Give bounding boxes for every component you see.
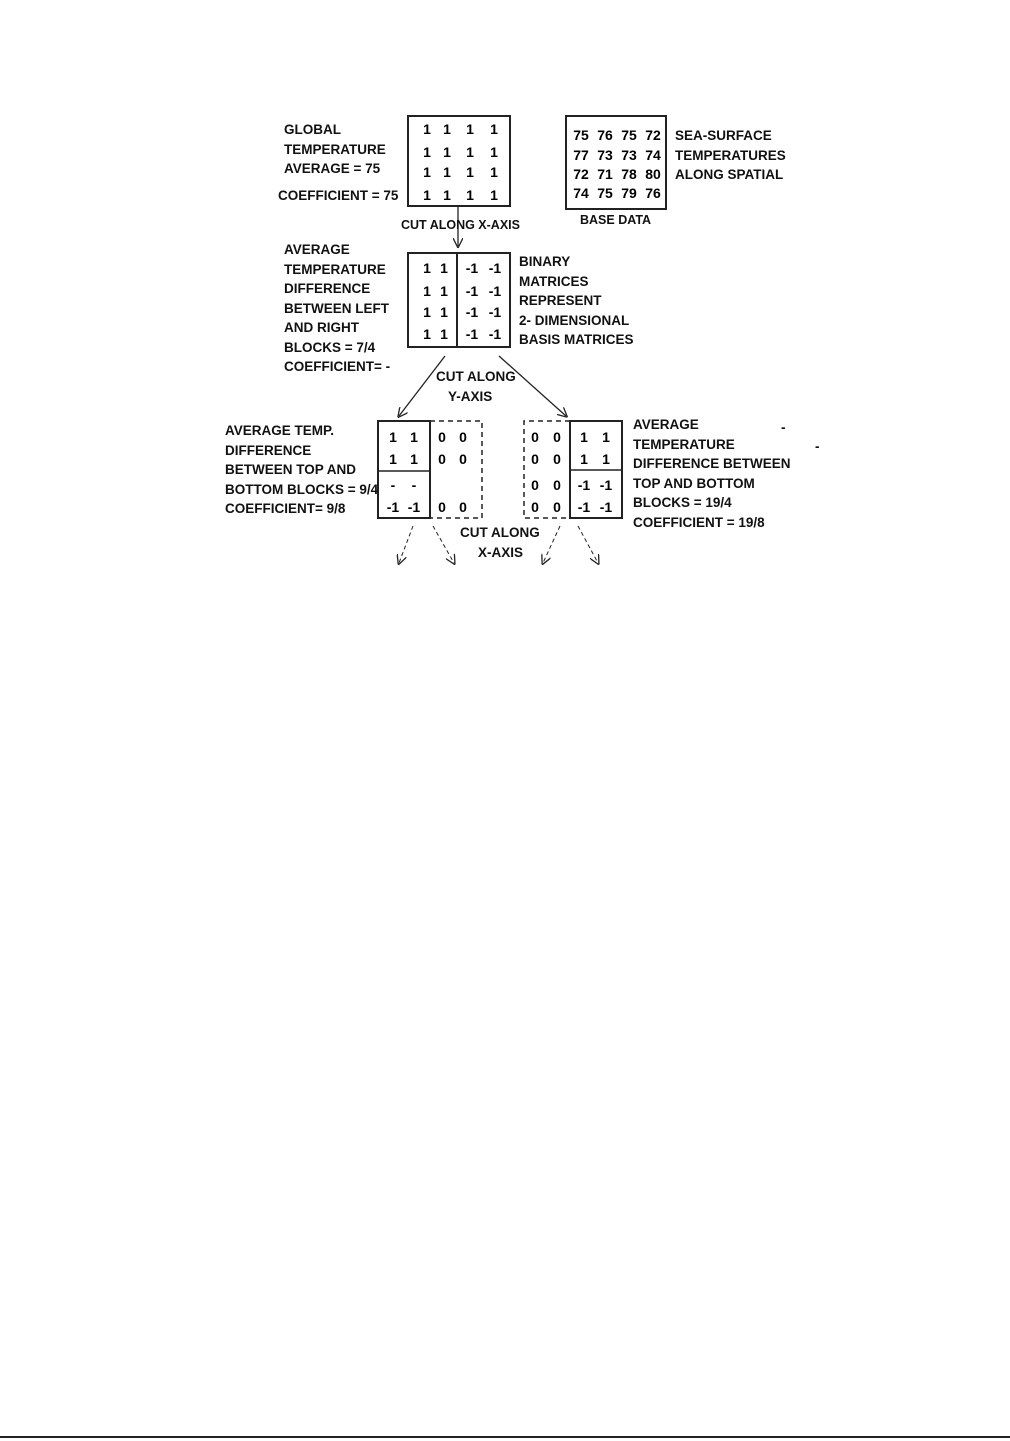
cut-x-axis-label-2 — [460, 523, 540, 562]
global-matrix-cell: 1 — [490, 144, 498, 160]
global-matrix-cell: 1 — [423, 187, 431, 203]
cut-x-axis-label: CUT ALONG X-AXIS — [401, 218, 520, 232]
global-matrix-cell: 1 — [490, 187, 498, 203]
base-data-cell: 72 — [645, 127, 661, 143]
base-data-cell: 79 — [621, 185, 637, 201]
right-solid-cell: 1 — [580, 429, 588, 445]
left-block-label-line: DIFFERENCE — [225, 442, 312, 458]
left-block-label-line: AVERAGE TEMP. — [225, 423, 335, 438]
left-dashed-cell: 0 — [459, 451, 467, 467]
binary-note-line: 2- DIMENSIONAL — [519, 312, 630, 328]
leftright-label-line: DIFFERENCE — [284, 281, 371, 296]
right-block-label-line: AVERAGE — [633, 417, 699, 432]
base-data-cell: 75 — [597, 185, 613, 201]
leftright-matrix-cell: 1 — [423, 283, 431, 299]
base-data-cell: 75 — [573, 127, 589, 143]
dashed-arrow-4 — [578, 526, 598, 563]
right-dashed-cell: 0 — [531, 451, 539, 467]
leftright-label-line: COEFFICIENT= - — [284, 359, 391, 374]
right-solid-cell: -1 — [577, 499, 591, 515]
global-matrix-cell: 1 — [466, 144, 474, 160]
right-solid-cell: -1 — [599, 477, 613, 493]
right-dashed-cell: 0 — [553, 451, 561, 467]
leftright-matrix-cell: 1 — [423, 304, 431, 320]
right-block-label-line: TEMPERATURE — [633, 436, 735, 452]
left-solid-cell: -1 — [386, 499, 400, 515]
leftright-matrix-cell: 1 — [440, 326, 448, 342]
global-matrix-cell: 1 — [423, 164, 431, 180]
stray-mark: - — [815, 439, 820, 454]
dashed-arrow-2 — [433, 526, 454, 563]
leftright-label — [284, 240, 390, 377]
global-label — [284, 120, 386, 179]
base-label-line: SEA-SURFACE — [675, 128, 772, 143]
leftright-matrix-cell: 1 — [440, 260, 448, 276]
left-block-label — [225, 421, 378, 519]
binary-note — [519, 252, 634, 350]
right-dashed-cell: 0 — [553, 477, 561, 493]
base-data-cell: 74 — [573, 185, 589, 201]
left-block-matrix — [387, 429, 467, 515]
leftright-matrix-cell: 1 — [440, 283, 448, 299]
right-block-matrix — [531, 429, 612, 515]
left-block-label-line: BETWEEN TOP AND — [225, 462, 357, 477]
stray-mark: - — [781, 420, 786, 435]
global-matrix-cell: 1 — [443, 187, 451, 203]
left-block-label-line: COEFFICIENT= 9/8 — [225, 501, 346, 516]
right-solid-cell: 1 — [602, 451, 610, 467]
global-matrix-cell: 1 — [490, 164, 498, 180]
leftright-label-line: AVERAGE — [284, 242, 350, 257]
base-data-cell: 77 — [573, 147, 589, 163]
right-block-label-line: COEFFICIENT = 19/8 — [633, 514, 765, 530]
leftright-label-line: BLOCKS = 7/4 — [284, 339, 376, 355]
base-data-cell: 80 — [645, 166, 661, 182]
base-data-cell: 71 — [597, 166, 613, 182]
global-matrix-cell: 1 — [466, 164, 474, 180]
right-dashed-cell: 0 — [553, 429, 561, 445]
base-data-cell: 73 — [597, 147, 613, 163]
cut-y-axis-label — [436, 367, 516, 406]
right-block-label-line: BLOCKS = 19/4 — [633, 495, 732, 510]
binary-note-line: BINARY — [519, 254, 571, 269]
leftright-matrix — [423, 260, 501, 342]
dashed-arrow-3 — [543, 526, 560, 563]
global-label-line: GLOBAL — [284, 122, 341, 137]
global-coefficient: COEFFICIENT = 75 — [278, 188, 399, 203]
binary-note-line: REPRESENT — [519, 293, 602, 308]
base-label-line: TEMPERATURES — [675, 147, 786, 163]
leftright-matrix-cell: 1 — [440, 304, 448, 320]
left-dashed-cell: 0 — [459, 499, 467, 515]
left-dashed-cell: 0 — [438, 451, 446, 467]
left-solid-cell: - — [411, 477, 417, 493]
global-matrix-cell: 1 — [443, 144, 451, 160]
base-data-caption: BASE DATA — [580, 213, 652, 227]
base-data-cell: 73 — [621, 147, 637, 163]
global-matrix-cell: 1 — [466, 187, 474, 203]
right-solid-cell: -1 — [599, 499, 613, 515]
left-solid-cell: - — [390, 477, 396, 493]
cut-x2-line: CUT ALONG — [460, 525, 540, 540]
global-matrix-cell: 1 — [490, 121, 498, 137]
leftright-label-line: AND RIGHT — [284, 320, 359, 335]
leftright-matrix-cell: -1 — [488, 304, 502, 320]
left-solid-cell: 1 — [389, 451, 397, 467]
left-dashed-cell: 0 — [459, 429, 467, 445]
left-dashed-cell: 0 — [438, 499, 446, 515]
right-dashed-cell: 0 — [531, 429, 539, 445]
leftright-matrix-cell: -1 — [465, 260, 479, 276]
right-block-label-line: TOP AND BOTTOM — [633, 475, 755, 491]
leftright-matrix-cell: -1 — [488, 326, 502, 342]
right-solid-cell: -1 — [577, 477, 591, 493]
leftright-label-line: TEMPERATURE — [284, 261, 386, 277]
dashed-arrow-1 — [399, 526, 413, 563]
left-solid-cell: 1 — [410, 429, 418, 445]
base-data-cell: 74 — [645, 147, 661, 163]
cut-x2-line: X-AXIS — [478, 544, 524, 560]
cut-y-line: Y-AXIS — [448, 388, 493, 404]
leftright-matrix-cell: 1 — [423, 260, 431, 276]
leftright-matrix-cell: -1 — [465, 304, 479, 320]
cut-y-line: CUT ALONG — [436, 369, 516, 384]
base-data-cell: 76 — [645, 185, 661, 201]
global-label-line: AVERAGE = 75 — [284, 161, 381, 176]
right-dashed-cell: 0 — [531, 499, 539, 515]
base-data-cell: 78 — [621, 166, 637, 182]
global-matrix-cell: 1 — [443, 164, 451, 180]
right-solid-cell: 1 — [580, 451, 588, 467]
global-matrix-cell: 1 — [466, 121, 474, 137]
right-block-label-line: DIFFERENCE BETWEEN — [633, 456, 791, 471]
leftright-matrix-cell: -1 — [488, 283, 502, 299]
global-label-line: TEMPERATURE — [284, 141, 386, 157]
binary-note-line: MATRICES — [519, 273, 589, 289]
left-solid-cell: 1 — [410, 451, 418, 467]
right-solid-cell: 1 — [602, 429, 610, 445]
base-data-matrix — [573, 127, 661, 201]
base-label-line: ALONG SPATIAL — [675, 167, 784, 182]
leftright-matrix-cell: -1 — [488, 260, 502, 276]
binary-note-line: BASIS MATRICES — [519, 332, 634, 347]
leftright-label-line: BETWEEN LEFT — [284, 300, 389, 316]
right-dashed-cell: 0 — [531, 477, 539, 493]
left-dashed-cell: 0 — [438, 429, 446, 445]
base-data-cell: 75 — [621, 127, 637, 143]
left-block-label-line: BOTTOM BLOCKS = 9/4 — [225, 481, 379, 497]
global-matrix-cell: 1 — [443, 121, 451, 137]
left-solid-cell: -1 — [407, 499, 421, 515]
leftright-matrix-cell: 1 — [423, 326, 431, 342]
global-matrix-cell: 1 — [423, 121, 431, 137]
page-bottom-rule — [0, 1436, 1010, 1438]
right-dashed-cell: 0 — [553, 499, 561, 515]
base-data-cell: 72 — [573, 166, 589, 182]
left-solid-cell: 1 — [389, 429, 397, 445]
leftright-matrix-cell: -1 — [465, 283, 479, 299]
leftright-matrix-cell: -1 — [465, 326, 479, 342]
right-block-label — [633, 415, 791, 532]
base-data-cell: 76 — [597, 127, 613, 143]
global-matrix-cell: 1 — [423, 144, 431, 160]
global-matrix — [423, 121, 498, 203]
base-label — [675, 126, 786, 185]
